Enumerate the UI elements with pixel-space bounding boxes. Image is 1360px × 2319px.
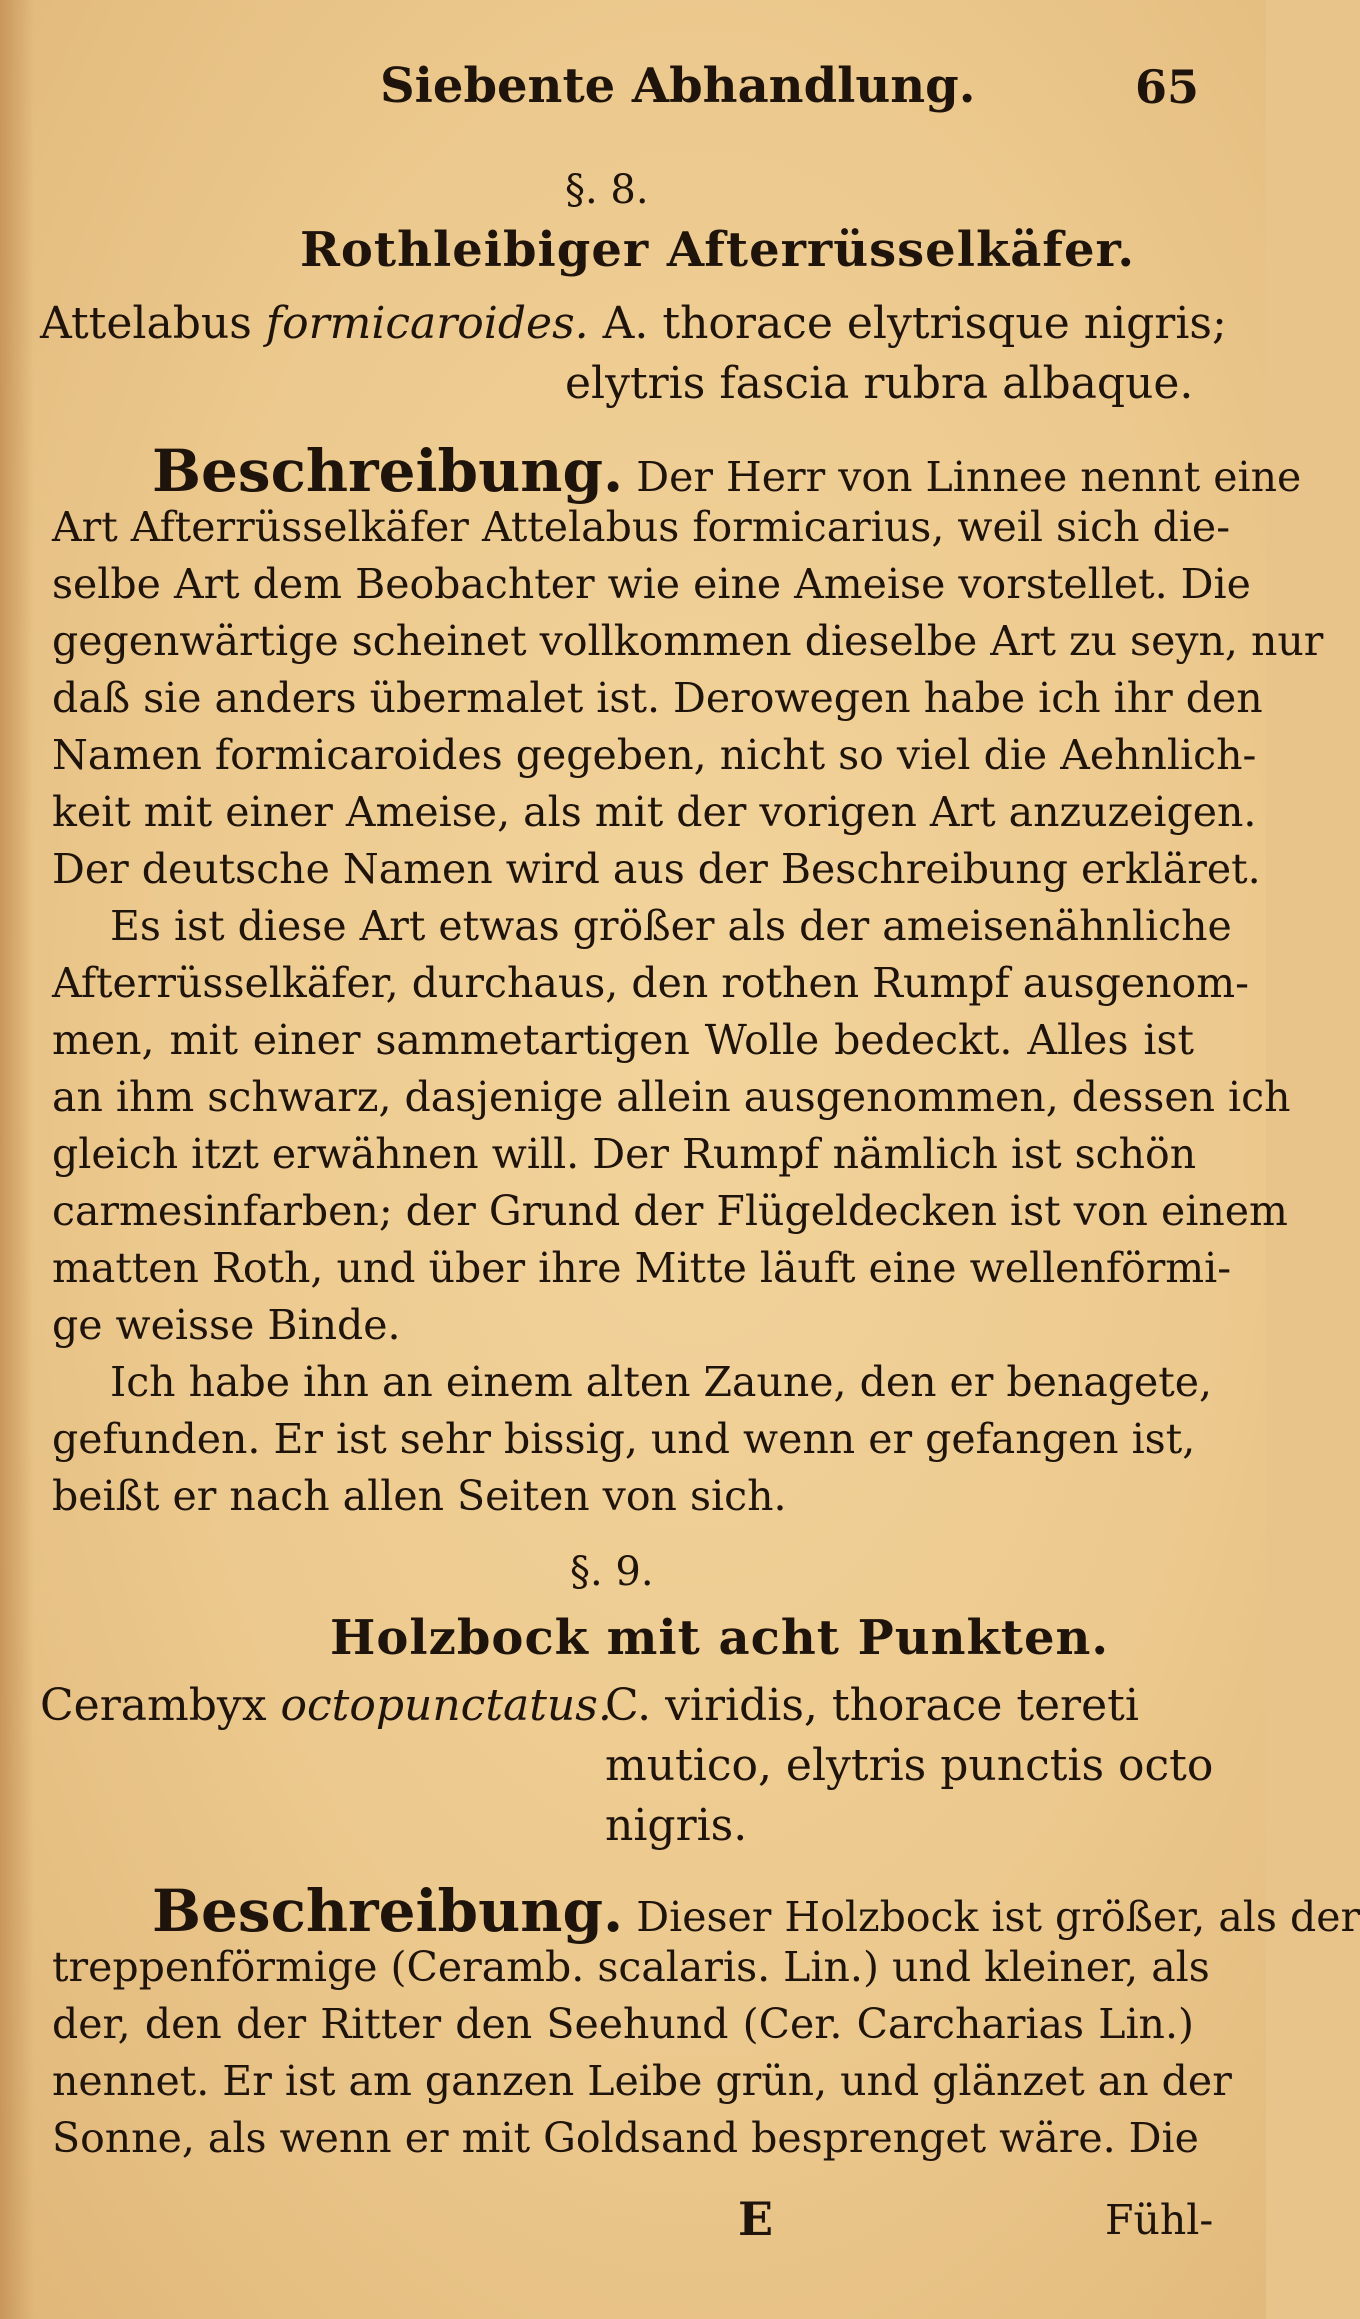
section-8-desc-heading: Beschreibung. — [152, 437, 624, 505]
section-8-diagnosis-2: elytris fascia rubra albaque. — [565, 358, 1194, 409]
section-8-line: Es ist diese Art etwas größer als der ameisenähnliche — [110, 902, 1232, 950]
section-9-species-line — [40, 1682, 612, 1730]
section-8-line-0: Der Herr von Linnee nennt eine — [636, 453, 1302, 501]
section-9-diagnosis-3: nigris. — [605, 1800, 748, 1851]
section-9-genus: Cerambyx — [40, 1680, 267, 1731]
section-8-line: matten Roth, und über ihre Mitte läuft eine wellenförmi- — [52, 1244, 1232, 1292]
page-gutter-shadow — [0, 0, 34, 2319]
section-8-title: Rothleibiger Afterrüsselkäfer. — [300, 222, 1136, 278]
section-8-species-line — [40, 300, 1227, 348]
section-8-diagnosis-1: A. thorace elytrisque nigris; — [602, 298, 1227, 349]
section-9-line: der, den der Ritter den Seehund (Cer. Carcharias Lin.) — [52, 2000, 1194, 2048]
section-8-first-line — [152, 437, 1302, 505]
section-9-line-0: Dieser Holzbock ist größer, als der — [636, 1893, 1360, 1941]
section-9-line: treppenförmige (Ceramb. scalaris. Lin.) und kleiner, als — [52, 1943, 1210, 1991]
section-9-number: §. 9. — [570, 1549, 654, 1595]
section-8-line: Der deutsche Namen wird aus der Beschreibung erkläret. — [52, 845, 1261, 893]
section-8-line: selbe Art dem Beobachter wie eine Ameise vorstellet. Die — [52, 560, 1251, 608]
catchword: Fühl- — [1105, 2196, 1214, 2244]
section-9-line: Sonne, als wenn er mit Goldsand besprenget wäre. Die — [52, 2114, 1199, 2162]
section-8-line: Art Afterrüsselkäfer Attelabus formicarius, weil sich die- — [52, 503, 1231, 551]
section-8-line: gefunden. Er ist sehr bissig, und wenn er gefangen ist, — [52, 1415, 1196, 1463]
section-8-number: §. 8. — [565, 167, 649, 213]
section-8-genus: Attelabus — [40, 298, 252, 349]
section-9-first-line — [152, 1877, 1360, 1945]
page-number: 65 — [1135, 60, 1200, 114]
section-8-line: men, mit einer sammetartigen Wolle bedeckt. Alles ist — [52, 1016, 1194, 1064]
section-8-line: beißt er nach allen Seiten von sich. — [52, 1472, 787, 1520]
section-8-line: Afterrüsselkäfer, durchaus, den rothen Rumpf ausgenom- — [52, 959, 1249, 1007]
section-8-line: carmesinfarben; der Grund der Flügeldecken ist von einem — [52, 1187, 1288, 1235]
section-8-line: ge weisse Binde. — [52, 1301, 401, 1349]
section-9-line: nennet. Er ist am ganzen Leibe grün, und glänzet an der — [52, 2057, 1232, 2105]
section-8-line: an ihm schwarz, dasjenige allein ausgenommen, dessen ich — [52, 1073, 1291, 1121]
section-9-diagnosis-1: C. viridis, thorace tereti — [605, 1680, 1139, 1731]
section-8-line: Namen formicaroides gegeben, nicht so viel die Aehnlich- — [52, 731, 1257, 779]
section-9-desc-heading: Beschreibung. — [152, 1877, 624, 1945]
running-title: Siebente Abhandlung. — [380, 58, 976, 114]
section-8-line: daß sie anders übermalet ist. Derowegen habe ich ihr den — [52, 674, 1263, 722]
signature-mark: E — [738, 2192, 774, 2246]
section-9-title: Holzbock mit acht Punkten. — [330, 1610, 1110, 1666]
section-9-diagnosis-2: mutico, elytris punctis octo — [605, 1740, 1214, 1791]
section-8-line: Ich habe ihn an einem alten Zaune, den er benagete, — [110, 1358, 1213, 1406]
section-8-line: gleich itzt erwähnen will. Der Rumpf nämlich ist schön — [52, 1130, 1197, 1178]
section-9-epithet: octopunctatus. — [280, 1680, 612, 1731]
section-8-line: keit mit einer Ameise, als mit der vorigen Art anzuzeigen. — [52, 788, 1257, 836]
section-8-line: gegenwärtige scheinet vollkommen dieselbe Art zu seyn, nur — [52, 617, 1324, 665]
section-8-epithet: formicaroides. — [265, 298, 589, 349]
